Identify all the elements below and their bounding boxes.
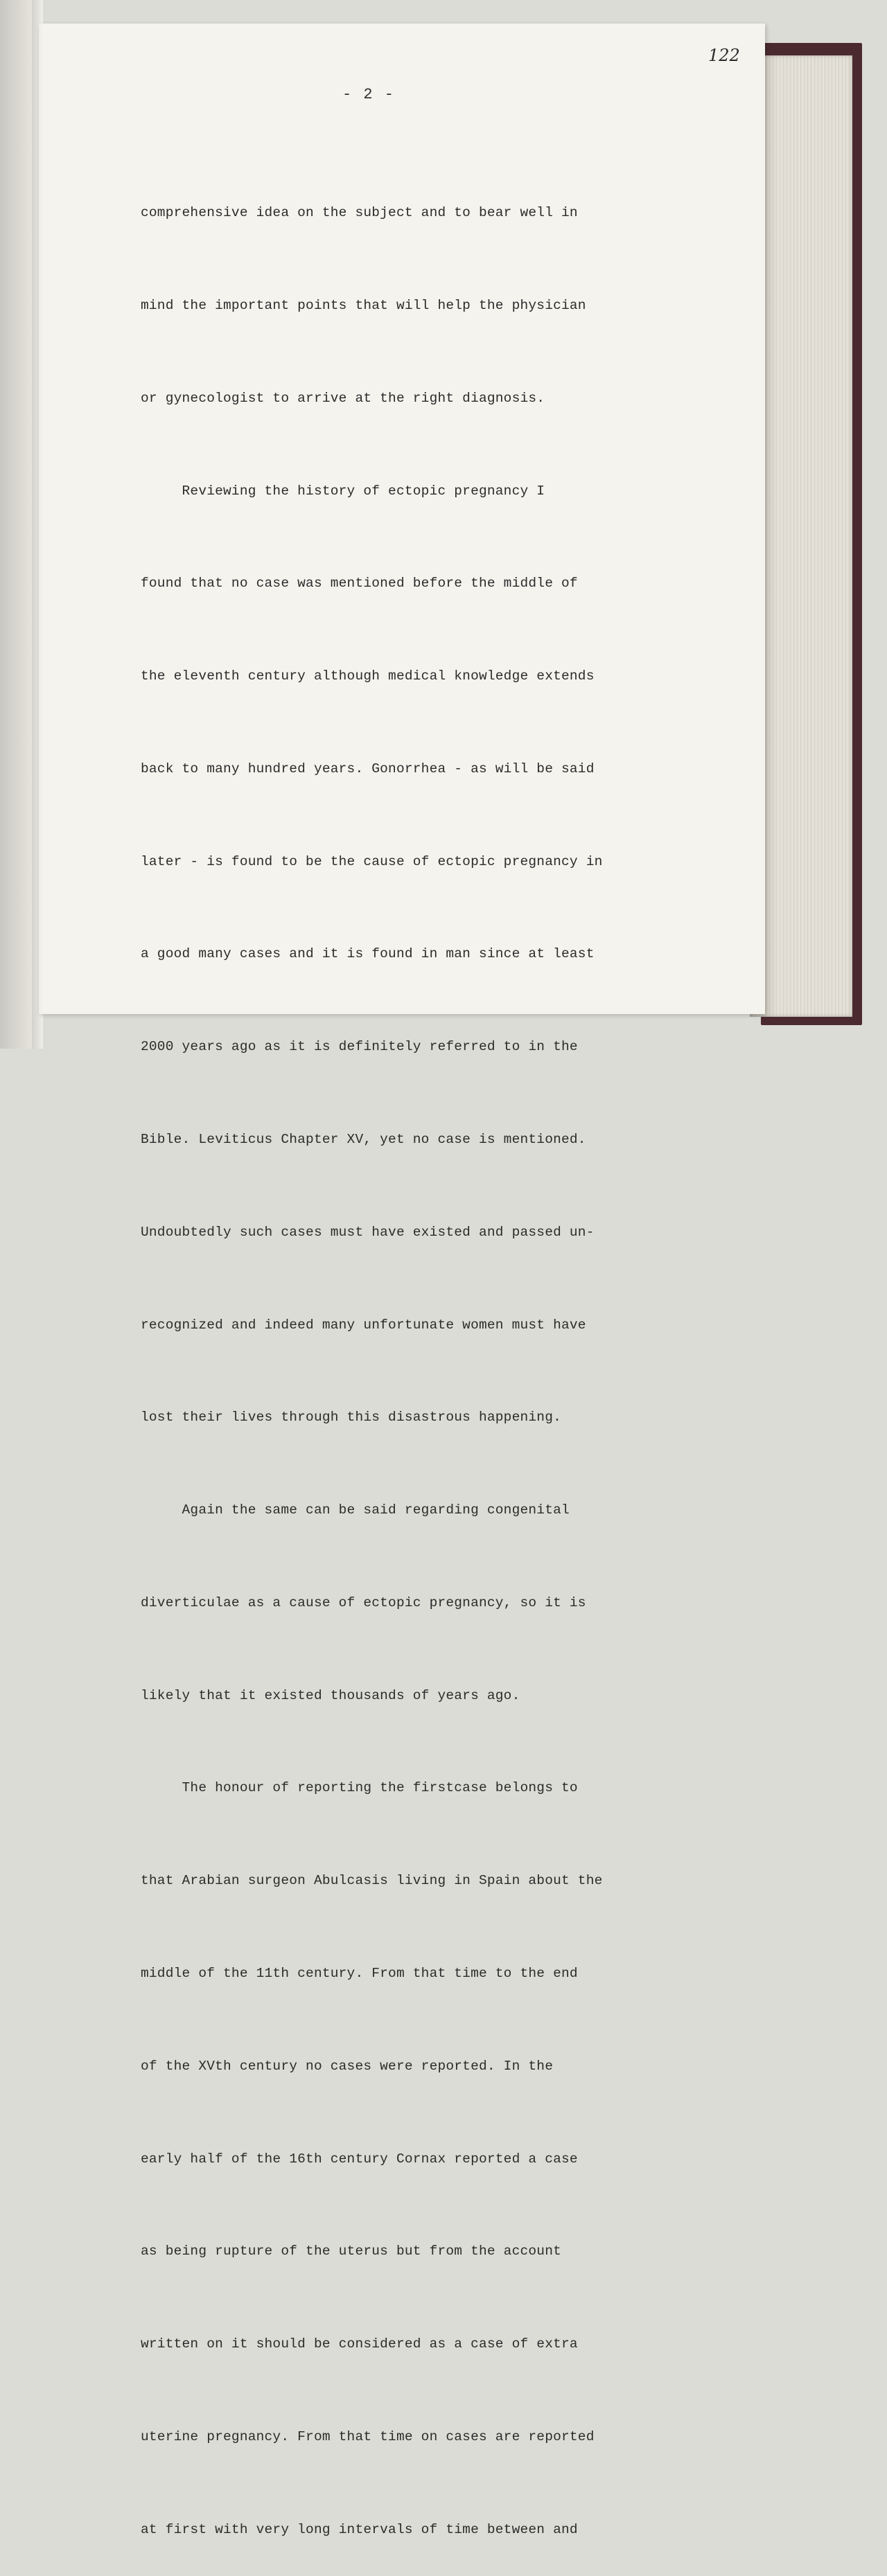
text-line: the eleventh century although medical knowledge extends [141,668,595,684]
text-line: Reviewing the history of ectopic pregnancy I [141,483,545,499]
text-line: The honour of reporting the firstcase belongs to [141,1780,578,1796]
text-line: written on it should be considered as a case of extra [141,2336,578,2352]
text-line: uterine pregnancy. From that time on cases are reported [141,2428,595,2444]
folio-number: 122 [708,46,740,65]
text-line: back to many hundred years. Gonorrhea - as will be said [141,761,595,776]
text-line: comprehensive idea on the subject and to bear well in [141,205,578,221]
text-line: early half of the 16th century Cornax reported a case [141,2151,578,2167]
text-line: lost their lives through this disastrous happening. [141,1410,561,1425]
text-line: a good many cases and it is found in man since at least [141,946,595,962]
text-line: mind the important points that will help the physician [141,297,586,313]
text-line: Undoubtedly such cases must have existed and passed un- [141,1224,595,1240]
text-line: middle of the 11th century. From that time to the end [141,1966,578,1982]
text-line: Bible. Leviticus Chapter XV, yet no case is mentioned. [141,1132,586,1147]
text-line: Again the same can be said regarding congenital [141,1502,570,1518]
text-line: as being rupture of the uterus but from the account [141,2244,561,2259]
page-header [0,86,887,103]
text-line: found that no case was mentioned before the middle of [141,576,578,592]
text-line: at first with very long intervals of time between and [141,2521,578,2537]
text-line: 2000 years ago as it is definitely referred to in the [141,1039,578,1055]
typed-text-body [141,136,667,2576]
text-line: recognized and indeed many unfortunate women must have [141,1317,586,1333]
text-line: later - is found to be the cause of ectopic pregnancy in [141,853,603,869]
text-line: or gynecologist to arrive at the right diagnosis. [141,390,545,406]
text-line: diverticulae as a cause of ectopic pregnancy, so it is [141,1595,586,1610]
text-line: that Arabian surgeon Abulcasis living in Spain about the [141,1873,603,1889]
text-line: of the XVth century no cases were reported. In the [141,2058,554,2074]
page-header-text: - 2 - [342,86,395,103]
text-line: likely that it existed thousands of years ago. [141,1687,520,1703]
gutter-shadow [32,0,43,1049]
